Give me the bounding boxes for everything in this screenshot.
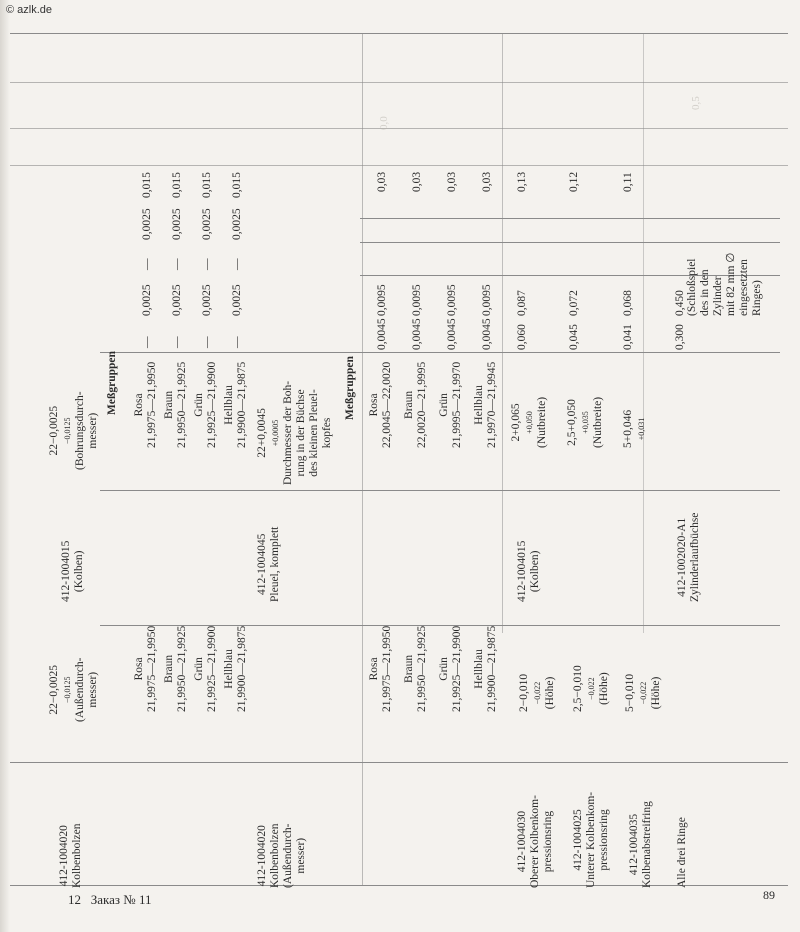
g2-value: 0,0095 xyxy=(446,284,458,316)
row4-part: 412-1004025 Unterer Kolbenkom- pressionsring xyxy=(572,791,610,888)
column-divider xyxy=(360,242,780,243)
row1-part: 412-1004020 Kolbenbolzen xyxy=(58,823,83,888)
column-divider xyxy=(360,218,780,219)
g1-right-range: Braun 21,9950—21,9925 xyxy=(163,361,188,448)
row5-value: 0,041 xyxy=(622,324,634,350)
g1-right-range: Hellblau 21,9900—21,9875 xyxy=(223,361,248,448)
g2-value: 0,0045 xyxy=(411,318,423,350)
row3-value: 0,13 xyxy=(516,171,528,192)
g1-dash: — xyxy=(201,336,213,348)
row5-dimension: 5−0,010 −0,022 (Höhe) xyxy=(624,673,662,712)
row3-mate-dimension: 2+0,065 +0,050 (Nutbreite) xyxy=(510,396,548,448)
g1-value: 0,0025 xyxy=(231,284,243,316)
g1-right-range: Grün 21,9925—21,9900 xyxy=(193,361,218,448)
g2-left-range: Hellblau 21,9900—21,9875 xyxy=(473,625,498,712)
g1-left-range: Hellblau 21,9900—21,9875 xyxy=(223,625,248,712)
g2-value: 0,03 xyxy=(376,171,388,192)
row6-value: 0,300 xyxy=(674,324,686,350)
row-divider xyxy=(362,33,363,885)
g2-left-range: Rosa 21,9975—21,9950 xyxy=(368,625,393,712)
g2-right-range: Rosa 22,0045—22,0020 xyxy=(368,361,393,448)
g1-value: 0,0025 xyxy=(201,284,213,316)
g2-left-range: Braun 21,9950—21,9925 xyxy=(403,625,428,712)
g2-left-range: Grün 21,9925—21,9900 xyxy=(438,625,463,712)
row4-value: 0,045 xyxy=(568,324,580,350)
row3-value: 0,087 xyxy=(516,290,528,316)
g2-value: 0,03 xyxy=(446,171,458,192)
row3-dimension: 2−0,010 −0,022 (Höhe) xyxy=(518,673,556,712)
row5-value: 0,068 xyxy=(622,290,634,316)
g1-dash: — xyxy=(171,258,183,270)
page-edge-shadow xyxy=(0,0,10,932)
row6-note: (Schloßspiel des in den Zylinder mit 82 mm ∅ eingesetzten Ringes) xyxy=(686,252,763,316)
g2-right-range: Hellblau 21,9970—21,9945 xyxy=(473,361,498,448)
footer-page-marker: 12 Заказ № 11 xyxy=(68,892,152,907)
g1-dash: — xyxy=(201,258,213,270)
row3-part: 412-1004030 Oberer Kolbenkom- pressionsring xyxy=(516,795,554,888)
page-number: 89 xyxy=(763,888,775,902)
g1-left-range: Braun 21,9950—21,9925 xyxy=(163,625,188,712)
g1-right-range: Rosa 21,9975—21,9950 xyxy=(133,361,158,448)
row2-mate-part: 412-1004045 Pleuel, komplett xyxy=(256,526,281,602)
g1-left-range: Grün 21,9925—21,9900 xyxy=(193,625,218,712)
g1-value: 0,0025 xyxy=(171,284,183,316)
row3-mate-part: 412-1004015 (Kolben) xyxy=(516,540,541,602)
row-divider xyxy=(643,33,644,633)
row2-part: 412-1004020 Kolbenbolzen (Außendurch- messer) xyxy=(256,823,307,888)
g2-value: 0,0045 xyxy=(446,318,458,350)
g1-value: 0,0025 xyxy=(171,208,183,240)
g2-right-range: Grün 21,9995—21,9970 xyxy=(438,361,463,448)
column-divider xyxy=(10,82,788,83)
row6-value: 0,450 xyxy=(674,290,686,316)
bleed-through-text: 0,5 xyxy=(690,96,702,110)
column-divider xyxy=(10,762,788,763)
g1-dash: — xyxy=(231,336,243,348)
row1-mate-dimension: 22−0,0025 −0,0125 (Bohrungsdurch- messer) xyxy=(48,391,99,470)
g1-left-range: Rosa 21,9975—21,9950 xyxy=(133,625,158,712)
column-divider xyxy=(100,490,780,491)
g2-value: 0,0095 xyxy=(481,284,493,316)
row6-part: Alle drei Ringe xyxy=(676,817,688,888)
row5-mate-dimension: 5+0,046 +0,031 xyxy=(622,409,646,448)
g1-value: 0,0025 xyxy=(201,208,213,240)
g2-value: 0,0095 xyxy=(376,284,388,316)
row3-value: 0,060 xyxy=(516,324,528,350)
column-divider xyxy=(10,128,788,129)
g1-value: 0,015 xyxy=(201,172,213,198)
row1-mate-part: 412-1004015 (Kolben) xyxy=(60,540,85,602)
row4-mate-dimension: 2,5+0,050 +0,035 (Nutbreite) xyxy=(566,396,604,448)
g2-value: 0,0045 xyxy=(481,318,493,350)
g1-value: 0,015 xyxy=(231,172,243,198)
table-border-bottom xyxy=(10,885,788,886)
row1-dimension: 22−0,0025 −0,0125 (Außendurch- messer) xyxy=(48,657,99,722)
row4-value: 0,12 xyxy=(568,171,580,192)
g1-dash: — xyxy=(141,336,153,348)
g1-value: 0,0025 xyxy=(141,208,153,240)
row2-mate-dimension: 22+0,0045 +0,0005 Durchmesser der Boh- rung in der Büchse des kleinen Pleuel- kopfes xyxy=(256,380,333,485)
row5-value: 0,11 xyxy=(622,172,634,192)
column-divider xyxy=(100,352,780,353)
g2-value: 0,03 xyxy=(481,171,493,192)
g2-value: 0,0095 xyxy=(411,284,423,316)
g2-right-range: Braun 22,0020—21,9995 xyxy=(403,361,428,448)
row4-dimension: 2,5−0,010 −0,022 (Höhe) xyxy=(572,665,610,712)
g1-value: 0,0025 xyxy=(141,284,153,316)
table-border-top xyxy=(10,33,788,34)
g2-value: 0,03 xyxy=(411,171,423,192)
g1-value: 0,0025 xyxy=(231,208,243,240)
group2-heading: Meßgruppen xyxy=(344,356,356,420)
g1-dash: — xyxy=(231,258,243,270)
row4-value: 0,072 xyxy=(568,290,580,316)
g1-dash: — xyxy=(141,258,153,270)
row-divider xyxy=(502,33,503,633)
g1-value: 0,015 xyxy=(141,172,153,198)
row5-part: 412-1004035 Kolbenabstreifring xyxy=(628,801,653,888)
column-divider xyxy=(10,165,788,166)
g1-dash: — xyxy=(171,336,183,348)
watermark: © azlk.de xyxy=(6,4,53,16)
g2-value: 0,0045 xyxy=(376,318,388,350)
group1-heading: Meßgruppen xyxy=(106,351,118,415)
row6-mate-part: 412-1002020-A1 Zylinderlaufbüchse xyxy=(676,512,701,602)
bleed-through-text: 0,0 xyxy=(378,116,390,130)
g1-value: 0,015 xyxy=(171,172,183,198)
